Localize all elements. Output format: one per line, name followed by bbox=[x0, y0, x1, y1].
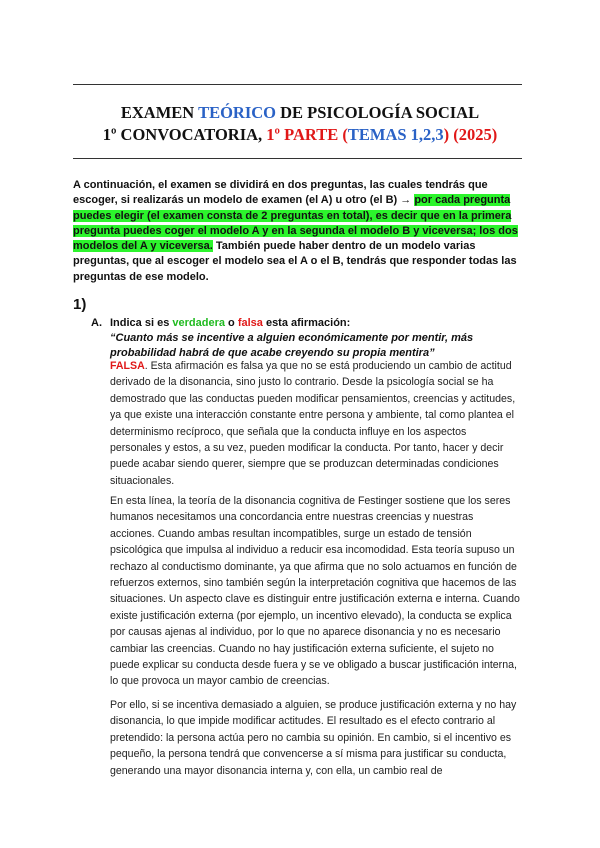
question-prompt bbox=[110, 317, 350, 329]
verdict-label: FALSA bbox=[110, 360, 145, 372]
intro-highlight: por cada pregunta puedes elegir (el examen consta de 2 preguntas en total), es decir que en la primera pregunta puedes coger el modelo A y en la segunda el modelo B y viceversa; los dos modelos del A y viceversa. bbox=[73, 194, 518, 253]
title-paren: ( bbox=[338, 125, 348, 144]
answer-paragraph-1 bbox=[110, 358, 520, 489]
prompt-text: esta afirmación: bbox=[262, 317, 351, 329]
answer-paragraph-2: En esta línea, la teoría de la disonancia cognitiva de Festinger sostiene que los seres humanos necesitamos una concordancia entre nuestras creencias y nuestras acciones. Cuando ambas resultan incompatibles, surge un estado de tensión psicológica que impulsa al individuo a reducir esa incomodidad. Esta teoría supuso un rechazo al conductismo dominante, ya que afirma que no solo actuamos en función de refuerzos externos, sino también según la interpretación cognitiva que hacemos de las situaciones. Un aspecto clave es distinguir entre justificación externa e interna. Cuando existe justificación externa (por ejemplo, un incentivo elevado), la conducta se explica por causas ajenas al individuo, por lo que no aparece disonancia y no es necesario cambiar las creencias. Cuando no hay justificación externa suficiente, el sujeto no puede explicar su conducta desde fuera y se ve obligado a buscar justificación interna, lo que provoca un mayor cambio de creencias. bbox=[110, 495, 520, 688]
title-text: EXAMEN bbox=[120, 103, 199, 122]
prompt-text: o bbox=[224, 317, 238, 329]
question-letter: A. bbox=[91, 317, 102, 329]
prompt-false-word: falsa bbox=[237, 317, 263, 329]
title-year: ) (2025) bbox=[443, 125, 498, 144]
title-text: DE PSICOLOGÍA SOCIAL bbox=[276, 103, 480, 122]
exam-title-line-2 bbox=[60, 125, 540, 145]
statement-quote: “Cuanto más se incentive a alguien económicamente por mentir, más probabilidad habrá de que acabe creyendo su propia mentira” bbox=[110, 332, 474, 359]
title-topics: TEMAS 1,2,3 bbox=[347, 125, 444, 144]
title-part-label: 1º PARTE bbox=[266, 125, 339, 144]
intro-paragraph bbox=[73, 178, 525, 285]
question-number: 1) bbox=[73, 296, 87, 313]
prompt-true-word: verdadera bbox=[172, 317, 225, 329]
bottom-divider bbox=[73, 158, 522, 159]
prompt-text: Indica si es bbox=[110, 317, 173, 329]
answer-paragraph-3: Por ello, si se incentiva demasiado a alguien, se produce justificación externa y no hay disonancia, lo que impide modificar actitudes. El resultado es el efecto contrario al pretendido: la persona actúa pero no cambia su opinión. En cambio, si el incentivo es pequeño, la persona tendrá que convencerse a sí misma para justificar su conducta, generando una mayor disonancia interna y, con ella, un cambio real de bbox=[110, 699, 517, 777]
intro-text: También puede haber dentro de un modelo varias preguntas, que al escoger el modelo sea el A o el B, tendrás que responder todas las preguntas de ese modelo. bbox=[73, 240, 517, 283]
title-text: 1º CONVOCATORIA, bbox=[102, 125, 267, 144]
exam-title-line-1 bbox=[60, 103, 540, 123]
title-highlight-teorico: TEÓRICO bbox=[198, 103, 276, 122]
intro-text: A continuación, el examen se dividirá en dos preguntas, las cuales tendrás que escoger, si realizarás un modelo de examen (el A) u otro (el B) → bbox=[73, 179, 488, 207]
top-divider bbox=[73, 84, 522, 85]
answer-text: . Esta afirmación es falsa ya que no se está produciendo un cambio de actitud derivado de la disonancia, sino justo lo contrario. Desde la psicología social se ha demostrado que las conductas pueden modificar pensamientos, creencias y actitudes, ya que existe una interacción constante entre persona y ambiente, tal como plantea el determinismo recíproco, que señala que la conducta influye en los aspectos personales y estos, a su vez, pueden modificar la conducta. Por tanto, hacer y decir puede acabar siendo querer, siempre que se produzcan determinadas condiciones situacionales. bbox=[110, 360, 516, 487]
